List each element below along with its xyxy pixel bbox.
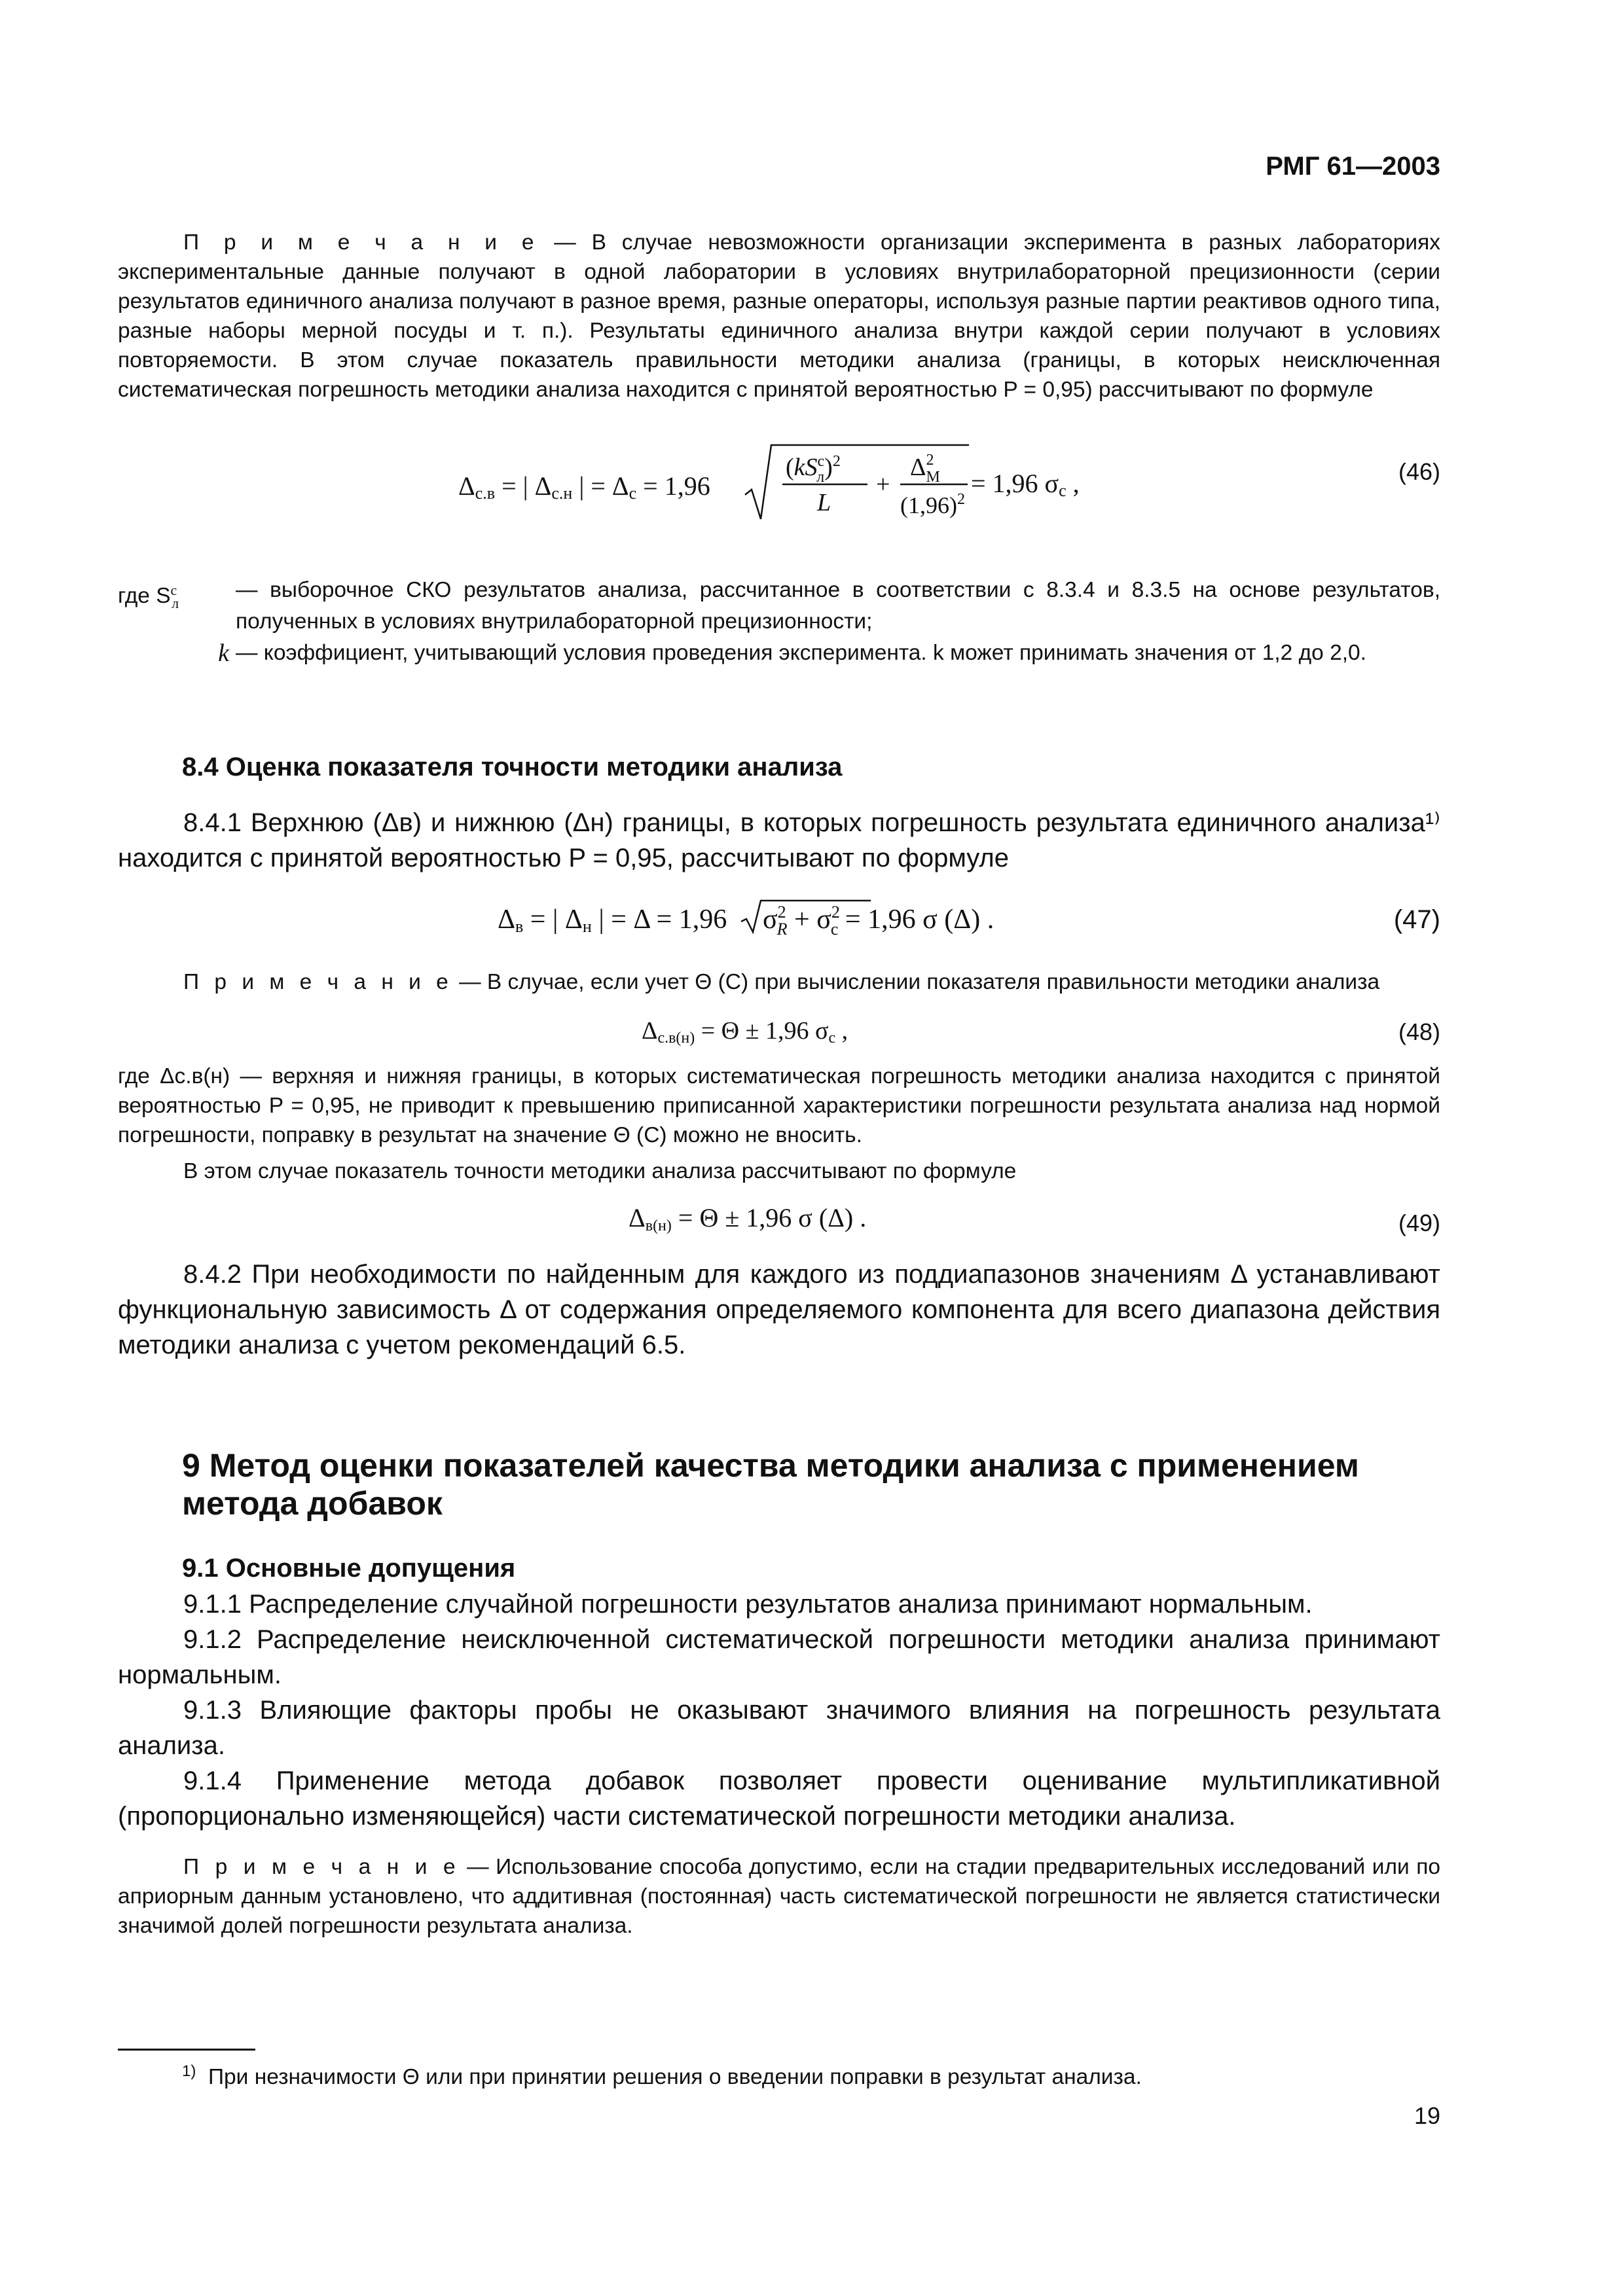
- footnote-separator: [118, 2049, 255, 2051]
- equation-46-number: (46): [1398, 458, 1440, 485]
- equation-49: [629, 1199, 1021, 1238]
- svg-text:L: L: [817, 489, 831, 516]
- svg-text:= 1,96 σс ,: = 1,96 σс ,: [971, 469, 1080, 500]
- equation-47-graphic: [498, 897, 1087, 942]
- svg-text:Δс.в(н) = Θ ± 1,96 σс ,: Δс.в(н) = Θ ± 1,96 σс ,: [642, 1017, 848, 1047]
- note-paragraph-3: [118, 1852, 1440, 1941]
- svg-text:(1,96)2: $(1,96)^2$: [900, 491, 965, 518]
- note-lead: П р и м е ч а н и е: [183, 1855, 460, 1879]
- equation-48: [642, 1011, 1034, 1050]
- paragraph-9-1-3: 9.1.3 Влияющие факторы пробы не оказывают значимого влияния на погрешность результата анализа.: [118, 1696, 1440, 1760]
- case-paragraph-49: В этом случае показатель точности методики анализа рассчитывают по формуле: [183, 1159, 1017, 1183]
- variable-definitions: [118, 575, 1440, 706]
- definition-text-s: — выборочное СКО результатов анализа, рассчитанное в соответствии с 8.3.4 и 8.3.5 на основе результатов, полученных в условиях внутрилабораторной прецизионности;: [236, 578, 1440, 634]
- equation-48-graphic: [642, 1011, 1034, 1050]
- definition-term-k: k: [218, 639, 229, 667]
- svg-text:+: +: [876, 471, 890, 498]
- paragraph-9-1-2: 9.1.2 Распределение неисключенной систематической погрешности методики анализа принимают нормальным.: [118, 1625, 1440, 1689]
- equation-47: [498, 897, 1087, 942]
- note-lead: П р и м е ч а н и е: [183, 970, 453, 994]
- note-paragraph-1: [118, 228, 1440, 404]
- section-heading-9: 9 Метод оценки показателей качества методики анализа с применением метода добавок: [182, 1447, 1359, 1522]
- equation-49-number: (49): [1398, 1210, 1440, 1236]
- subsection-heading-9-1: 9.1 Основные допущения: [182, 1554, 516, 1583]
- footnote-text: При незначимости Θ или при принятии решения о введении поправки в результат анализа.: [208, 2065, 1142, 2090]
- where-paragraph-48: где Δс.в(н) — верхняя и нижняя границы, в которых систематическая погрешность методики анализа находится с принятой вероятностью P = 0,95, не приводит к превышению приписанной характеристики погрешности результата анализа над нормой погрешности, поправку в результат на значение Θ (C) можно не вносить.: [118, 1064, 1440, 1147]
- note-paragraph-2: [118, 967, 1440, 997]
- equation-49-graphic: [629, 1199, 1021, 1238]
- footnote-mark: 1): [182, 2062, 196, 2080]
- equation-47-number: (47): [1393, 905, 1440, 934]
- definition-text-k: — коэффициент, учитывающий условия проведения эксперимента. k может принимать значения от 1,2 до 2,0.: [236, 641, 1366, 665]
- paragraph-9-1-1: 9.1.1 Распределение случайной погрешности результатов анализа принимают нормальным.: [183, 1590, 1313, 1619]
- footnote: [182, 2056, 1439, 2092]
- section-heading-8-4: 8.4 Оценка показателя точности методики анализа: [182, 753, 843, 781]
- document-id-header: РМГ 61—2003: [1266, 152, 1440, 181]
- equation-46: [458, 437, 1113, 522]
- note-text: — Использование способа допустимо, если на стадии предварительных исследований или по априорным данным установлено, что аддитивная (постоянная) часть систематической погрешности не является статистически значимой долей погрешности результата анализа.: [118, 1855, 1440, 1938]
- svg-text:Δв = | Δн | = Δ = 1,96: Δв = | Δн | = Δ = 1,96: [498, 905, 727, 936]
- svg-text:(kSсл)2: ($kS^с$ л)$^2$: [786, 453, 841, 486]
- equation-48-number: (48): [1398, 1018, 1440, 1045]
- equation-46-graphic: [458, 437, 1113, 522]
- svg-text:Δ2М: $\Delta^2$ М: [910, 452, 940, 486]
- definition-term-s: где $S^с_л$: [118, 583, 179, 611]
- svg-text:Δс.в = | Δс.н | = Δс = 1,96: Δс.в = | Δс.н | = Δс = 1,96: [458, 471, 710, 503]
- note-text: — В случае невозможности организации эксперимента в разных лабораториях экспериментальные данные получают в одной лаборатории в условиях внутрилабораторной прецизионности (серии результатов единичного анализа получают в разное время, разные операторы, используя разные партии реактивов одного типа, разные наборы мерной посуды и т. п.). Результаты единичного анализа внутри каждой серии получают в условиях повторяемости. В этом случае показатель правильности методики анализа (границы, в которых неисключенная систематическая погрешность методики анализа находится с принятой вероятностью P = 0,95) рассчитывают по формуле: [118, 230, 1440, 402]
- svg-text:σ2R + σ2с = 1,96 σ (Δ) .: $\sigma^2$ $R + \sigma^2$ с = 1,96 σ (Δ) .: [763, 903, 994, 939]
- paragraph-8-4-2: 8.4.2 При необходимости по найденным для каждого из поддиапазонов значениям Δ устанавливают функциональную зависимость Δ от содержания определяемого компонента для всего диапазона действия методики анализа с учетом рекомендаций 6.5.: [118, 1260, 1440, 1359]
- note-lead: П р и м е ч а н и е: [183, 230, 539, 255]
- page-number: 19: [1413, 2102, 1440, 2129]
- paragraph-8-4-1: 8.4.1 Верхнюю (Δв) и нижнюю (Δн) границы, в которых погрешность результата единичного анализа¹⁾ находится с принятой вероятностью P = 0,95, рассчитывают по формуле: [118, 808, 1440, 872]
- svg-text:Δв(н) = Θ ± 1,96 σ (Δ) .: Δв(н) = Θ ± 1,96 σ (Δ) .: [629, 1203, 867, 1234]
- note-text: — В случае, если учет Θ (C) при вычислении показателя правильности методики анализа: [452, 970, 1380, 994]
- paragraph-9-1-4: 9.1.4 Применение метода добавок позволяет провести оценивание мультипликативной (пропорционально изменяющейся) части систематической погрешности методики анализа.: [118, 1767, 1440, 1831]
